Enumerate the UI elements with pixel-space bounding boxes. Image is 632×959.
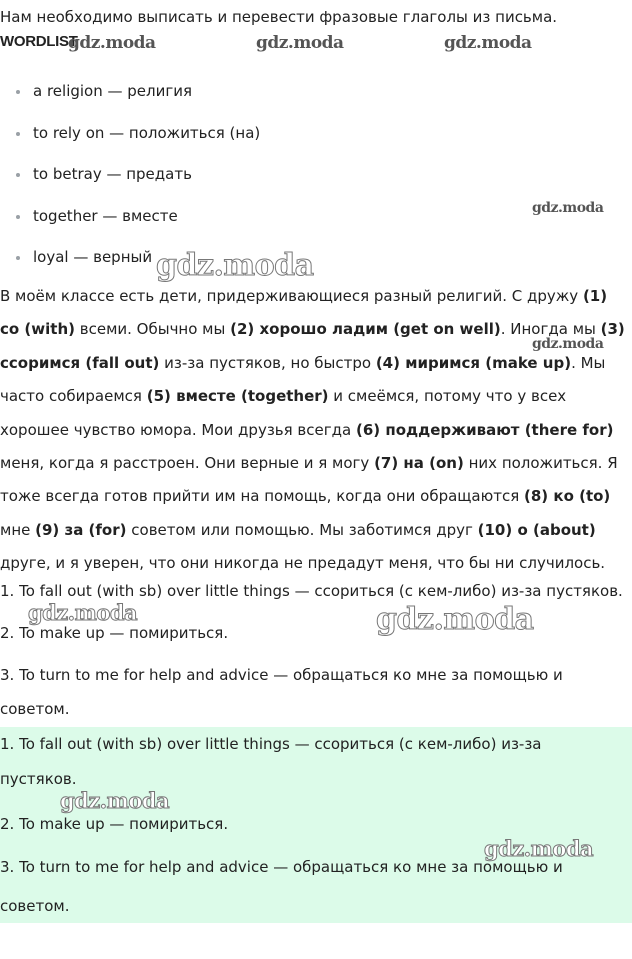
list-item: to rely on — положиться (на) [0, 122, 260, 164]
answer-highlight: (2) хорошо ладим (get on well) [230, 320, 501, 339]
letter-paragraph [0, 280, 630, 581]
answer-line: 3. To turn to me for help and advice — обращаться ко мне за помощью и [0, 858, 563, 876]
answer-highlight: (10) о (about) [477, 520, 596, 539]
list-item: to betray — предать [0, 163, 260, 205]
list-item: a religion — религия [0, 80, 260, 122]
answer-line: 2. To make up — помириться. [0, 815, 229, 833]
paragraph-text: В моём классе есть дети, придерживающиеся разный религий. С дружу [0, 287, 583, 305]
phrase-line: 3. To turn to me for help and advice — обращаться ко мне за помощью и [0, 666, 563, 684]
watermark: gdz.moda [156, 248, 314, 283]
watermark: gdz.moda [444, 33, 532, 53]
answer-highlight: (4) миримся (make up) [375, 353, 572, 372]
list-item: loyal — верный [0, 246, 260, 288]
watermark: gdz.moda [68, 33, 156, 53]
phrase-line: советом. [0, 700, 70, 718]
paragraph-text: . Мы часто собираемся [0, 353, 606, 406]
answer-box [0, 727, 632, 923]
answer-highlight: (5) вместе (together) [146, 387, 329, 406]
list-item: together — вместе [0, 205, 260, 247]
answer-line: советом. [0, 897, 70, 915]
answer-highlight: (7) на (on) [374, 454, 464, 473]
watermark: gdz.moda [484, 836, 594, 861]
answer-line: пустяков. [0, 770, 77, 788]
watermark: gdz.moda [60, 788, 170, 813]
phrase-line: 1. To fall out (with sb) over little things — ссориться (с кем-либо) из-за пустяков. [0, 582, 623, 600]
answer-line: 1. To fall out (with sb) over little things — ссориться (с кем-либо) из-за [0, 735, 542, 753]
paragraph-text: советом или помощью. Мы заботимся друг [126, 520, 478, 539]
answer-highlight: (9) за (for) [35, 520, 127, 539]
wordlist-label: WORDLIST [0, 33, 78, 50]
paragraph-text: меня, когда я расстроен. Они верные и я могу [0, 454, 375, 473]
paragraph-text: друге, и я уверен, что они никогда не предадут меня, что бы ни случилось. [0, 554, 606, 573]
answer-highlight: (8) ко (to) [524, 487, 611, 506]
phrase-line: 2. To make up — помириться. [0, 624, 229, 642]
paragraph-text: из-за пустяков, но быстро [159, 353, 376, 372]
intro-text: Нам необходимо выписать и перевести фразовые глаголы из письма. [0, 8, 558, 26]
paragraph-text: и смеёмся, потому что у всех хорошее чувство юмора. Мои друзья всегда [0, 387, 567, 439]
paragraph-text: . Иногда мы [500, 320, 601, 339]
answer-highlight: (1) со (with) [0, 287, 608, 339]
paragraph-text: всеми. Обычно мы [74, 320, 231, 339]
watermark: gdz.moda [376, 602, 534, 637]
paragraph-text: них положиться. Я тоже всегда готов прийти им на помощь, когда они обращаются [0, 454, 618, 506]
watermark: gdz.moda [256, 33, 344, 53]
watermark: gdz.moda [532, 336, 604, 352]
answer-highlight: (3) ссоримся (fall out) [0, 320, 625, 372]
paragraph-text: мне [0, 520, 36, 539]
watermark: gdz.moda [532, 200, 604, 216]
answer-highlight: (6) поддерживают (there for) [355, 420, 614, 439]
watermark: gdz.moda [28, 600, 138, 625]
